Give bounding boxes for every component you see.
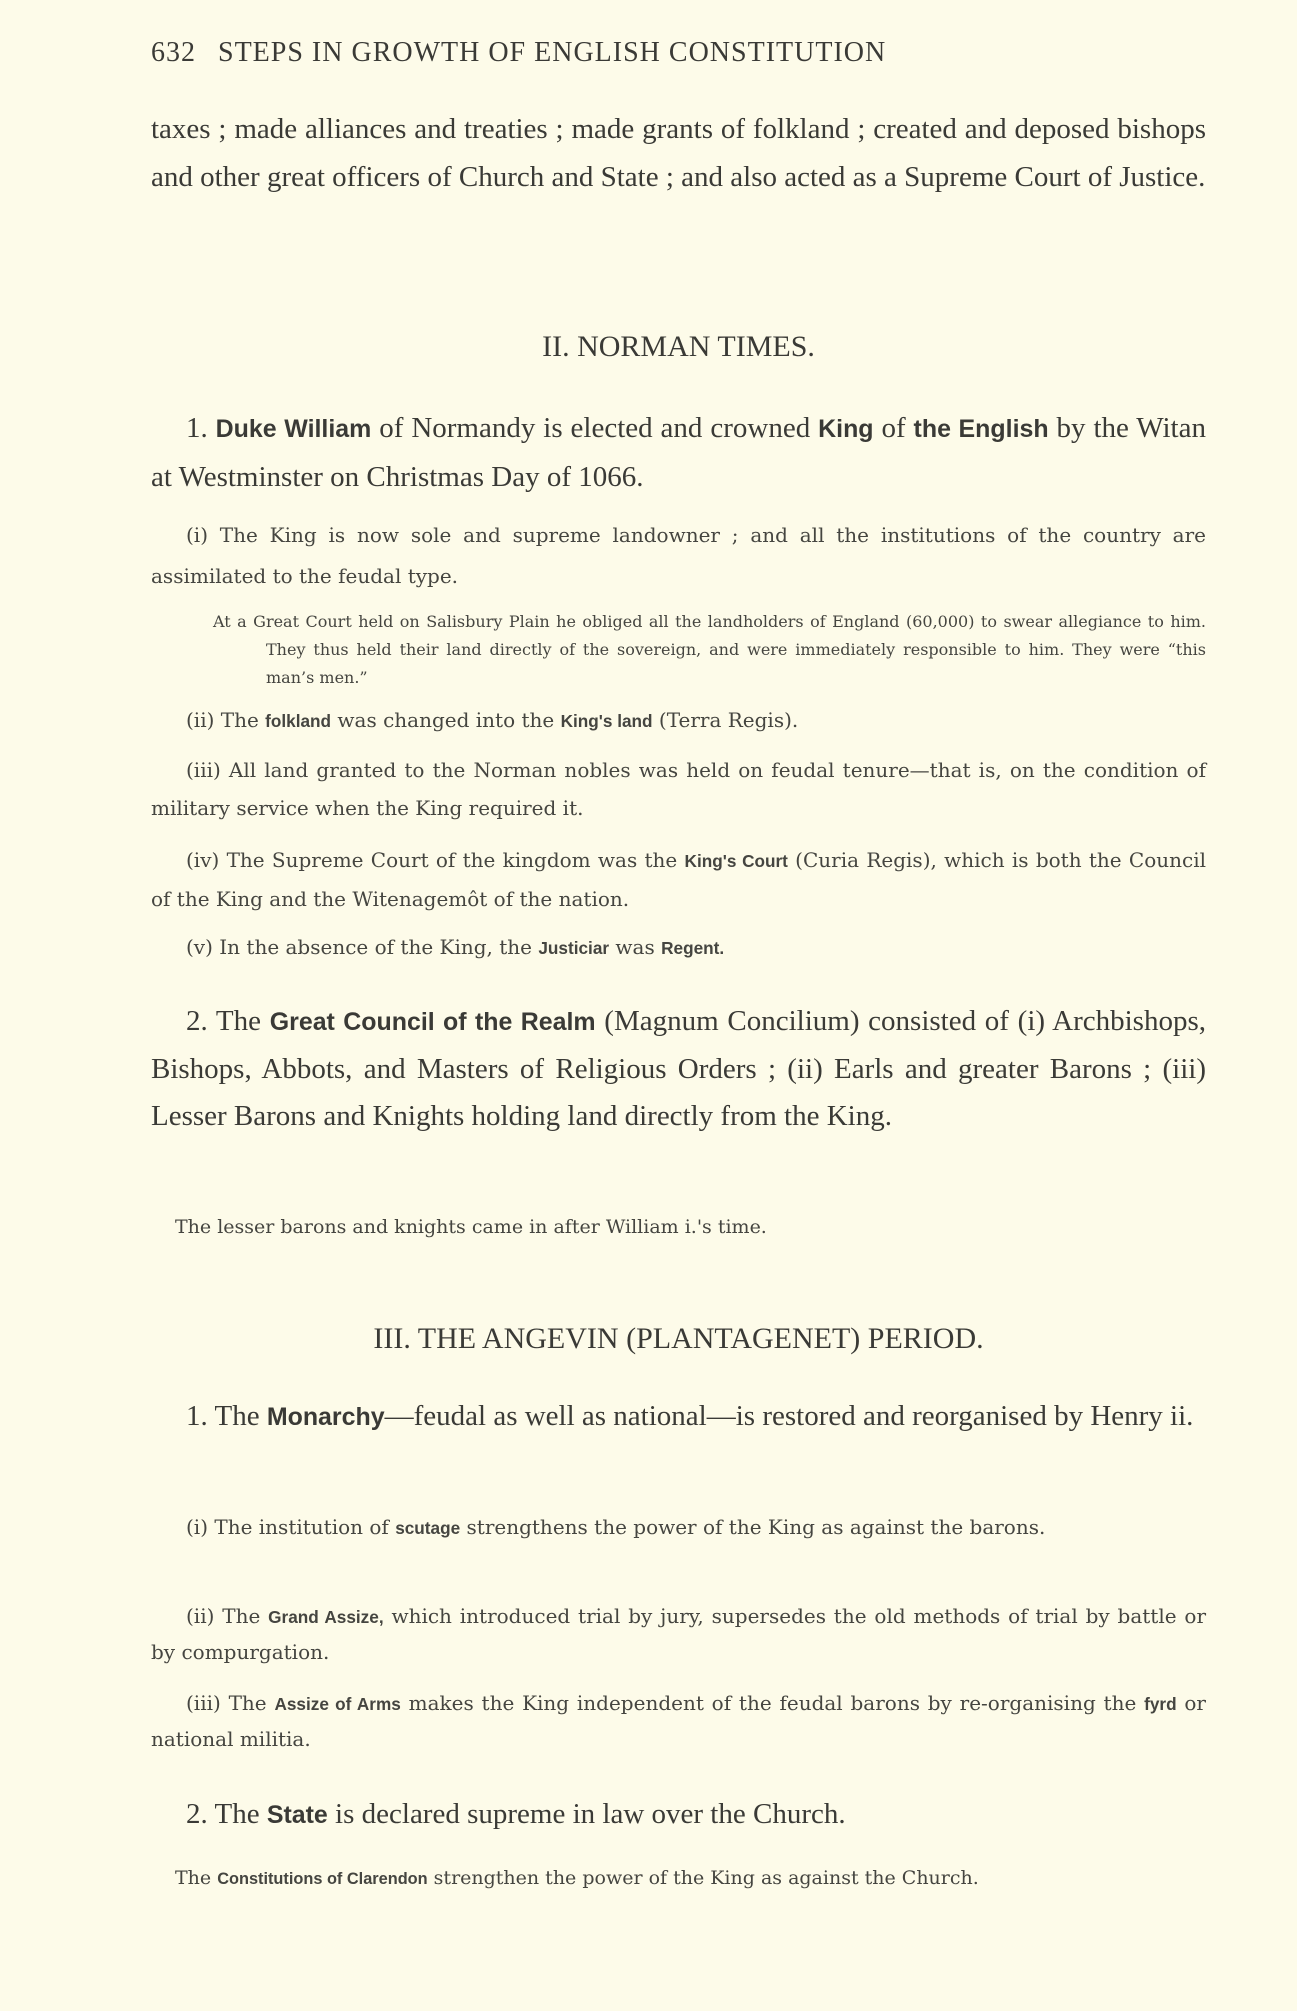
text-run: 1. [186, 412, 216, 444]
bold-term: scutage [395, 1518, 461, 1538]
text-run: strengthens the power of the King as against the barons. [460, 1515, 1046, 1539]
norman-item-1-ii [151, 701, 1206, 740]
bold-term: King's Court [684, 851, 788, 871]
text-run: taxes ; made alliances and treaties ; made grants of folkland ; created and deposed bishops and other great officers of Church and State ; and also acted as a Supreme Court of Justice. [151, 113, 1206, 193]
text-run: by the Witan at Westminster on Christmas Day of 1066. [151, 412, 1206, 493]
angevin-item-2-note [151, 1861, 1206, 1897]
text-run: The lesser barons and knights came in after William i.'s time. [175, 1216, 767, 1238]
text-run: which introduced trial by jury, supersedes the old methods of trial by battle or by compurgation. [151, 1604, 1207, 1664]
text-run: or national militia. [151, 1691, 1206, 1751]
text-run: (Curia Regis), which is both the Council of the King and the Witenagemôt of the nation. [151, 848, 1206, 911]
bold-term: the English [913, 415, 1049, 443]
text-run: was changed into the [331, 708, 561, 732]
text-run: makes the King independent of the feudal barons by re-organising the [400, 1691, 1145, 1715]
bold-term: Monarchy [266, 1403, 385, 1431]
bold-term: Regent. [661, 938, 725, 958]
text-run: The [175, 1867, 218, 1889]
norman-item-1-iv [151, 841, 1206, 918]
running-title: STEPS IN GROWTH OF ENGLISH CONSTITUTION [218, 37, 887, 68]
angevin-item-1 [151, 1393, 1206, 1440]
bold-term: Great Council of the Realm [269, 1008, 596, 1036]
norman-footnote [213, 608, 1206, 692]
text-run: is declared supreme in law over the Church. [327, 1798, 846, 1830]
bold-term: Grand Assize, [268, 1607, 384, 1627]
text-run: (v) In the absence of the King, the [186, 935, 539, 959]
text-run: (i) The institution of [186, 1515, 396, 1539]
text-run: II. NORMAN TIMES. [542, 330, 815, 363]
bold-term: Assize of Arms [274, 1694, 401, 1714]
text-run: (Magnum Concilium) consisted of (i) Archbishops, Bishops, Abbots, and Masters of Religious Orders ; (ii) Earls and greater Barons ; (iii) Lesser Barons and Knights holding land directly from the King. [151, 1005, 1206, 1132]
text-run: was [609, 935, 662, 959]
angevin-item-1-ii [151, 1599, 1206, 1670]
text-run: (iv) The Supreme Court of the kingdom was the [186, 848, 685, 872]
bold-term: Justiciar [538, 938, 610, 958]
section-heading-norman [151, 323, 1206, 371]
text-run: (Terra Regis). [652, 708, 799, 732]
text-run: (ii) The [186, 1604, 269, 1628]
text-run: III. THE ANGEVIN (PLANTAGENET) PERIOD. [373, 1322, 984, 1355]
norman-item-1 [151, 404, 1206, 501]
norman-item-1-v [151, 928, 1206, 967]
text-run: 2. The [186, 1005, 270, 1037]
angevin-item-1-i [151, 1511, 1206, 1545]
bold-term: King's land [560, 711, 653, 731]
text-run: strengthen the power of the King as against the Church. [427, 1867, 979, 1889]
text-run: (i) The King is now sole and supreme landowner ; and all the institutions of the country are assimilated to the feudal type. [151, 523, 1206, 588]
page-number: 632 [151, 37, 196, 68]
intro-paragraph [151, 105, 1206, 201]
text-run: 1. The [186, 1400, 267, 1432]
text-run: of Normandy is elected and crowned [371, 412, 819, 444]
bold-term: Duke William [215, 415, 372, 443]
text-run: (iii) All land granted to the Norman nobles was held on feudal tenure—that is, on the condition of military service when the King required it. [151, 758, 1206, 820]
text-run: —feudal as well as national—is restored and reorganised by Henry ii. [384, 1400, 1194, 1432]
bold-term: King [818, 415, 874, 443]
angevin-item-1-iii [151, 1686, 1206, 1757]
bold-term: State [266, 1801, 328, 1829]
bold-term: folkland [265, 711, 332, 731]
text-run: of [873, 412, 914, 444]
text-run: At a Great Court held on Salisbury Plain he obliged all the landholders of England (60,000) to swear allegiance to him. They thus held their land directly of the sovereign, and were immediately responsible to him. They were “this man’s men.” [213, 612, 1206, 687]
norman-item-1-iii [151, 751, 1206, 827]
angevin-item-2 [151, 1790, 1206, 1839]
text-run: (ii) The [186, 708, 266, 732]
running-header [151, 35, 1206, 71]
text-run: (iii) The [186, 1691, 275, 1715]
norman-item-1-i [151, 515, 1206, 597]
bold-term: fyrd [1144, 1694, 1177, 1714]
norman-item-2-note [151, 1210, 1206, 1245]
section-heading-angevin [151, 1315, 1206, 1363]
bold-term: Constitutions of Clarendon [217, 1870, 428, 1888]
norman-item-2 [151, 998, 1206, 1140]
text-run: 2. The [186, 1798, 267, 1830]
